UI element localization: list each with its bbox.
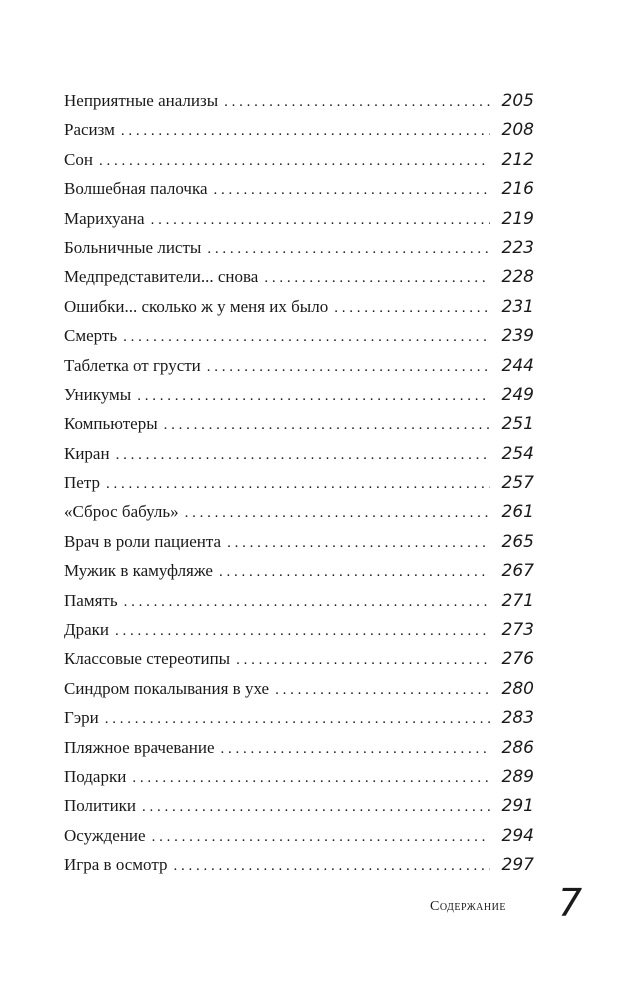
- toc-entry: [64, 409, 534, 438]
- toc-entry-page: 205: [501, 91, 534, 111]
- toc-entry-page: 239: [501, 326, 534, 347]
- toc-entry-page: 244: [501, 355, 534, 376]
- toc-entry-title: Уникумы: [64, 380, 137, 409]
- toc-entry-page: 257: [501, 473, 534, 494]
- toc-entry: [64, 556, 534, 585]
- toc-entry: [64, 615, 534, 644]
- toc-entry: [64, 321, 534, 350]
- dot-leader: [121, 117, 490, 144]
- toc-entry-title: Компьютеры: [64, 409, 164, 438]
- toc-entry-page: 289: [501, 766, 534, 787]
- toc-entry: [64, 145, 534, 174]
- toc-entry: [64, 703, 534, 732]
- toc-entry: [64, 115, 534, 144]
- toc-entry-page: 228: [501, 267, 534, 288]
- toc-entry: [64, 380, 534, 409]
- toc-entry-title: Осуждение: [64, 821, 152, 850]
- toc-entry: [64, 733, 534, 762]
- dot-leader: [214, 176, 490, 203]
- dot-leader: [185, 499, 490, 526]
- toc-entry-page: 219: [501, 208, 534, 229]
- toc-entry-title: Синдром покалывания в ухе: [64, 674, 275, 703]
- toc-entry-title: Врач в роли пациента: [64, 527, 227, 556]
- toc-entry: [64, 850, 534, 879]
- dot-leader: [132, 764, 490, 791]
- dot-leader: [142, 793, 490, 820]
- running-footer-section: Содержание: [430, 899, 506, 914]
- dot-leader: [219, 558, 490, 585]
- toc-entry-title: Петр: [64, 468, 106, 497]
- dot-leader: [124, 588, 490, 615]
- dot-leader: [227, 529, 490, 556]
- toc-entry-title: Смерть: [64, 321, 123, 350]
- toc-entry-title: Политики: [64, 791, 142, 820]
- toc-entry: [64, 762, 534, 791]
- dot-leader: [164, 411, 490, 438]
- toc-entry: [64, 86, 534, 115]
- toc-entry-title: Марихуана: [64, 204, 151, 233]
- toc-entry-title: Больничные листы: [64, 233, 207, 262]
- table-of-contents: [64, 86, 534, 880]
- toc-entry-page: 231: [501, 296, 534, 317]
- toc-entry-title: «Сброс бабуль»: [64, 497, 185, 526]
- toc-entry: [64, 468, 534, 497]
- toc-entry: [64, 233, 534, 262]
- toc-entry-title: Гэри: [64, 703, 105, 732]
- toc-entry-page: 273: [501, 620, 534, 641]
- toc-entry-page: 223: [501, 237, 534, 258]
- toc-entry-title: Расизм: [64, 115, 121, 144]
- toc-entry: [64, 674, 534, 703]
- dot-leader: [334, 294, 490, 321]
- dot-leader: [151, 206, 490, 233]
- toc-entry: [64, 292, 534, 321]
- toc-entry: [64, 262, 534, 291]
- toc-entry-title: Мужик в камуфляже: [64, 556, 219, 585]
- toc-entry-page: 251: [501, 414, 534, 435]
- toc-entry: [64, 497, 534, 526]
- dot-leader: [105, 705, 490, 732]
- toc-entry-page: 291: [501, 796, 534, 817]
- toc-entry: [64, 586, 534, 615]
- toc-entry-page: 254: [501, 443, 534, 464]
- dot-leader: [115, 617, 490, 644]
- toc-entry-page: 249: [501, 384, 534, 405]
- dot-leader: [275, 676, 490, 703]
- toc-entry-title: Киран: [64, 439, 116, 468]
- toc-entry-page: 297: [501, 855, 534, 876]
- toc-entry-title: Таблетка от грусти: [64, 351, 207, 380]
- dot-leader: [137, 382, 490, 409]
- toc-entry: [64, 791, 534, 820]
- dot-leader: [236, 646, 490, 673]
- dot-leader: [207, 235, 490, 262]
- dot-leader: [221, 735, 490, 762]
- dot-leader: [173, 852, 490, 879]
- toc-entry-page: 208: [501, 120, 534, 141]
- dot-leader: [99, 147, 490, 174]
- page-number: 7: [558, 881, 583, 925]
- toc-entry-title: Сон: [64, 145, 99, 174]
- toc-entry-title: Волшебная палочка: [64, 174, 214, 203]
- dot-leader: [116, 441, 490, 468]
- toc-entry-page: 261: [501, 502, 534, 523]
- toc-entry: [64, 204, 534, 233]
- toc-entry-page: 283: [501, 708, 534, 729]
- dot-leader: [207, 353, 490, 380]
- toc-entry-page: 276: [501, 649, 534, 670]
- toc-entry-page: 265: [501, 531, 534, 552]
- toc-entry: [64, 439, 534, 468]
- toc-entry-page: 267: [501, 561, 534, 582]
- dot-leader: [123, 323, 490, 350]
- toc-entry-title: Память: [64, 586, 124, 615]
- toc-entry-page: 286: [501, 737, 534, 758]
- toc-entry-page: 216: [501, 179, 534, 200]
- toc-entry-page: 294: [501, 825, 534, 846]
- toc-entry-title: Игра в осмотр: [64, 850, 173, 879]
- toc-entry: [64, 527, 534, 556]
- toc-entry-title: Классовые стереотипы: [64, 644, 236, 673]
- toc-entry: [64, 821, 534, 850]
- dot-leader: [152, 823, 490, 850]
- toc-entry-title: Подарки: [64, 762, 132, 791]
- toc-entry-page: 271: [501, 590, 534, 611]
- toc-entry-title: Неприятные анализы: [64, 86, 224, 115]
- dot-leader: [106, 470, 490, 497]
- dot-leader: [224, 88, 490, 115]
- toc-entry-page: 280: [501, 678, 534, 699]
- toc-entry-title: Медпредставители... снова: [64, 262, 264, 291]
- toc-entry: [64, 174, 534, 203]
- toc-entry-page: 212: [501, 149, 534, 170]
- toc-entry-title: Ошибки... сколько ж у меня их было: [64, 292, 334, 321]
- toc-entry: [64, 351, 534, 380]
- dot-leader: [264, 264, 490, 291]
- toc-entry-title: Пляжное врачевание: [64, 733, 221, 762]
- toc-entry: [64, 644, 534, 673]
- toc-entry-title: Драки: [64, 615, 115, 644]
